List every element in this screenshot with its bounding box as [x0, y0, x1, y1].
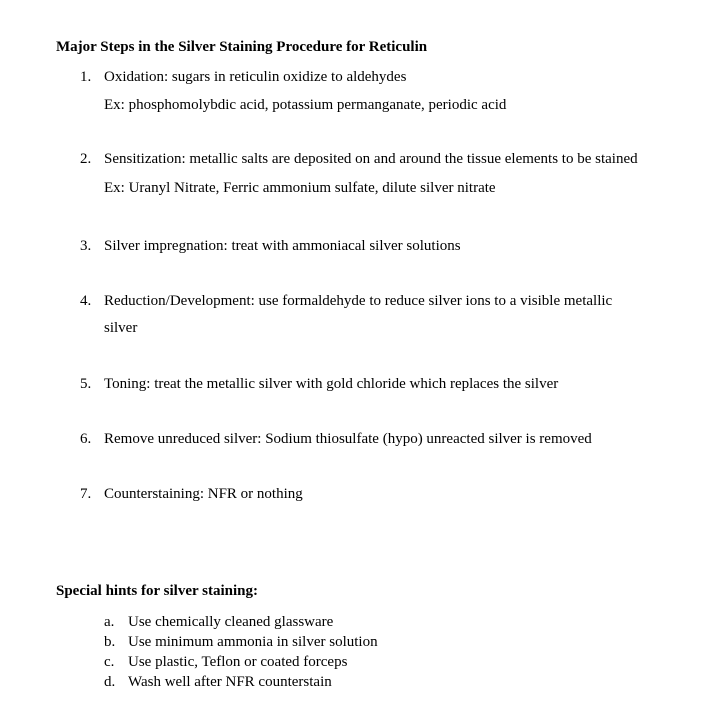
hint-letter: a.	[104, 614, 115, 630]
step-number: 4.	[80, 293, 92, 309]
step-number: 6.	[80, 431, 92, 447]
hint-text: Use minimum ammonia in silver solution	[128, 634, 378, 650]
hint-letter: c.	[104, 654, 115, 670]
step-number: 1.	[80, 69, 92, 85]
hint-text: Use chemically cleaned glassware	[128, 614, 334, 630]
step-number: 7.	[80, 486, 92, 502]
step-text: Toning: treat the metallic silver with gold chloride which replaces the silver	[104, 376, 559, 392]
hints-title: Special hints for silver staining:	[56, 583, 258, 599]
step-text: Counterstaining: NFR or nothing	[104, 486, 303, 502]
step-text: Sensitization: metallic salts are deposited on and around the tissue elements to be stained	[104, 151, 638, 167]
step-number: 3.	[80, 238, 92, 254]
step-text: Remove unreduced silver: Sodium thiosulfate (hypo) unreacted silver is removed	[104, 431, 592, 447]
step-text: Reduction/Development: use formaldehyde to reduce silver ions to a visible metallic	[104, 293, 613, 309]
step-number: 2.	[80, 151, 92, 167]
hint-letter: d.	[104, 674, 116, 690]
hint-text: Wash well after NFR counterstain	[128, 674, 332, 690]
step-text-continuation: silver	[104, 320, 138, 336]
step-example: Ex: Uranyl Nitrate, Ferric ammonium sulfate, dilute silver nitrate	[104, 180, 496, 196]
step-number: 5.	[80, 376, 92, 392]
hint-text: Use plastic, Teflon or coated forceps	[128, 654, 348, 670]
step-example: Ex: phosphomolybdic acid, potassium permanganate, periodic acid	[104, 97, 507, 113]
step-text: Silver impregnation: treat with ammoniacal silver solutions	[104, 238, 461, 254]
document-title: Major Steps in the Silver Staining Procedure for Reticulin	[56, 39, 428, 55]
hint-letter: b.	[104, 634, 116, 650]
step-text: Oxidation: sugars in reticulin oxidize to aldehydes	[104, 69, 407, 85]
